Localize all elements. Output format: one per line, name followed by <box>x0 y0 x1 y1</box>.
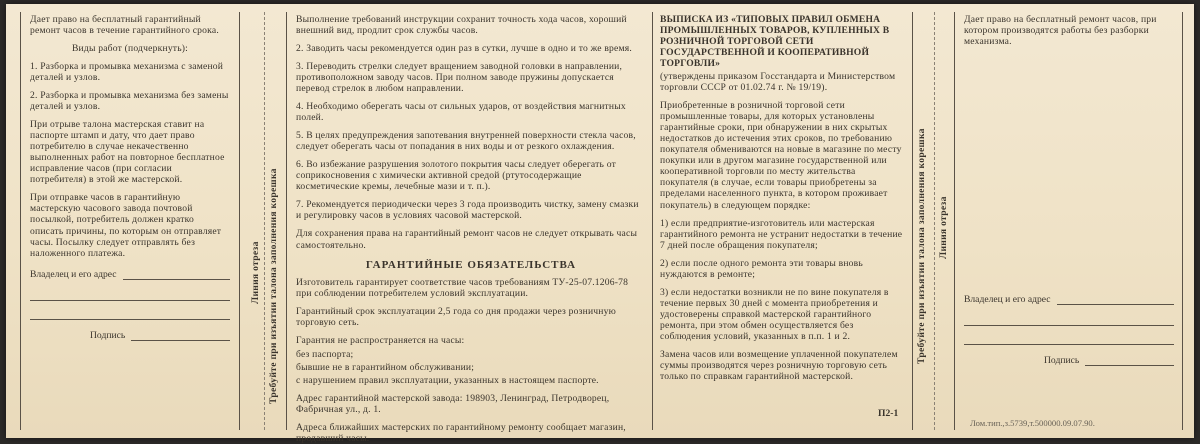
address-line-1 <box>30 286 230 301</box>
left-spine-note: Требуйте при изъятии талона заполнения корешка <box>268 168 279 404</box>
right-owner-line <box>1057 294 1174 305</box>
nearest-workshops: Адреса ближайших мастерских по гарантийному ремонту сообщает магазин, продавший часы. <box>296 421 626 444</box>
right-signature-field <box>964 355 1174 366</box>
signature-line <box>131 330 230 341</box>
exclusion-2: бывшие не в гарантийном обслуживании; <box>296 361 475 373</box>
extract-p1: Приобретенные в розничной торговой сети промышленные товары, для которых установлены гарантийные сроки, при обнаружении в них скрытых недостатков до истечения этих сроков, по требованию покупателя обмениваются на новые в магазине по месту покупки или в другом магазине государственной или кооперативной торговли по месту жительства покупателя (в случае, если товары приобретены за пределами населенного пункта, в котором проживает покупатель) в следующем порядке: <box>660 100 902 211</box>
left-coupon <box>30 14 230 428</box>
right-cut-line <box>934 12 935 430</box>
owner-field <box>30 269 230 280</box>
owner-line <box>123 269 230 280</box>
extract-item-1: 1) если предприятие-изготовитель или мастерская гарантийного ремонта не устранит недостатки в течение 7 дней после обращения покупателя; <box>660 217 903 251</box>
extract-approved: (утверждены приказом Госстандарта и Министерством торговли СССР от 01.02.74 г. № 19/19). <box>660 71 896 94</box>
right-signature-label: Подпись <box>1044 355 1080 367</box>
right-coupon-divider <box>954 12 955 430</box>
extract-panel <box>660 14 904 428</box>
left-border <box>20 12 21 430</box>
instruction-4: 4. Необходимо оберегать часы от сильных ударов, от воздействия магнитных полей. <box>296 101 626 124</box>
instruction-2: 2. Заводить часы рекомендуется один раз в сутки, лучше в одно и то же время. <box>296 43 632 55</box>
work-item-1: 1. Разборка и промывка механизма с заменой деталей и узлов. <box>30 61 224 84</box>
right-coupon <box>964 14 1174 428</box>
warranty-p3: Гарантия не распространяется на часы: <box>296 334 465 346</box>
owner-label: Владелец и его адрес <box>30 268 117 280</box>
right-signature-line <box>1085 355 1174 366</box>
right-owner-label: Владелец и его адрес <box>964 294 1051 306</box>
left-cut-line-label: Линия отреза <box>250 241 261 304</box>
address-line-2 <box>30 305 230 320</box>
instruction-8: Для сохранения права на гарантийный ремонт часов не следует открывать часы самостоятельно. <box>296 228 638 251</box>
right-cut-line-label: Линия отреза <box>938 196 949 259</box>
instruction-1: Выполнение требований инструкции сохранит точность хода часов, хороший внешний вид, продлит срок службы часов. <box>296 14 627 37</box>
workshop-address: Адрес гарантийной мастерской завода: 198903, Ленинград, Петродворец, Фабричная ул., д. 1. <box>296 392 610 415</box>
print-code: П2-1 <box>878 408 899 419</box>
exclusion-1: без паспорта; <box>296 348 354 360</box>
right-border <box>1182 12 1183 430</box>
exclusion-3: с нарушением правил эксплуатации, указанных в настоящем паспорте. <box>296 374 599 386</box>
signature-label: Подпись <box>90 329 126 341</box>
center-fold <box>652 12 653 430</box>
tear-paragraph: При отрыве талона мастерская ставит на паспорте штамп и дату, что дает право потребителю в случае некачественно выполненных работ на повторное бесплатное исправление часов (при согласии потребителя) в этой же мастерской. <box>30 119 225 186</box>
warranty-sheet <box>6 4 1194 444</box>
extract-item-3: 3) если недостатки возникли не по вине покупателя в течение первых 30 дней с момента приобретения и удостоверены справкой мастерской гарантийного ремонта, при этом обмен осуществляется без соблюдения условий, указанных в п.п. 1 и 2. <box>660 286 889 342</box>
extract-item-2: 2) если после одного ремонта эти товары вновь нуждаются в ремонте; <box>660 257 863 280</box>
right-owner-field <box>964 294 1174 305</box>
instruction-3: 3. Переводить стрелки следует вращением заводной головки в направлении, противоположном заводу часов. При полном заводе пружины допускается перевод стрелок в любом направлении. <box>296 61 623 95</box>
signature-field <box>30 330 230 341</box>
work-item-2: 2. Разборка и промывка механизма без замены деталей и узлов. <box>30 90 229 113</box>
warranty-title: ГАРАНТИЙНЫЕ ОБЯЗАТЕЛЬСТВА <box>365 258 577 271</box>
left-cut-line <box>264 12 265 430</box>
instruction-6: 6. Во избежание разрушения золотого покрытия часы следует оберегать от соприкосновения с химически активной средой (ртутосодержащие косметические кремы, лечебные мази и т. п.). <box>296 159 616 193</box>
extract-p2: Замена часов или возмещение уплаченной покупателем суммы производятся через розничную торговую сеть только по справкам гарантийной мастерской. <box>660 348 898 382</box>
left-coupon-intro: Дает право на бесплатный гарантийный ремонт часов в течение гарантийного срока. <box>30 14 219 37</box>
instructions-border <box>286 12 287 430</box>
right-address-line-1 <box>964 311 1174 326</box>
send-paragraph: При отправке часов в гарантийную мастерскую часового завода почтовой посылкой, потребитель должен кратко описать причины, по которым он отправляет часы. Посылку следует отправлять без наложенного платежа. <box>30 192 222 259</box>
extract-border <box>912 12 913 430</box>
extract-title: ВЫПИСКА ИЗ «ТИПОВЫХ ПРАВИЛ ОБМЕНА ПРОМЫШЛЕННЫХ ТОВАРОВ, КУПЛЕННЫХ В РОЗНИЧНОЙ ТОРГОВОЙ СЕТИ ГОСУДАРСТВЕННОЙ И КООПЕРАТИВНОЙ ТОРГОВЛИ» <box>660 14 890 70</box>
warranty-p2: Гарантийный срок эксплуатации 2,5 года со дня продажи через розничную торговую сеть. <box>296 305 617 328</box>
printer-imprint: Лом.тип.,з.5739,т.500000.09.07.90. <box>970 418 1095 428</box>
left-coupon-divider <box>239 12 240 430</box>
instructions-panel <box>296 14 646 444</box>
warranty-p1: Изготовитель гарантирует соответствие часов требованиям ТУ-25-07.1206-78 при соблюдении потребителем условий эксплуатации. <box>296 276 629 299</box>
right-spine-note: Требуйте при изъятии талона заполнения корешка <box>916 128 927 364</box>
right-coupon-spacer <box>964 54 1174 284</box>
right-coupon-intro: Дает право на бесплатный ремонт часов, при котором производятся работы без разборки механизма. <box>964 14 1157 48</box>
instruction-5: 5. В целях предупреждения запотевания внутренней поверхности стекла часов, следует оберегать часы от попадания в них воды и от резкого охлаждения. <box>296 130 636 153</box>
right-address-line-2 <box>964 330 1174 345</box>
works-title: Виды работ (подчеркнуть): <box>71 43 189 55</box>
instruction-7: 7. Рекомендуется периодически через 3 года производить чистку, замену смазки и регулировку часов в условиях часовой мастерской. <box>296 199 639 222</box>
